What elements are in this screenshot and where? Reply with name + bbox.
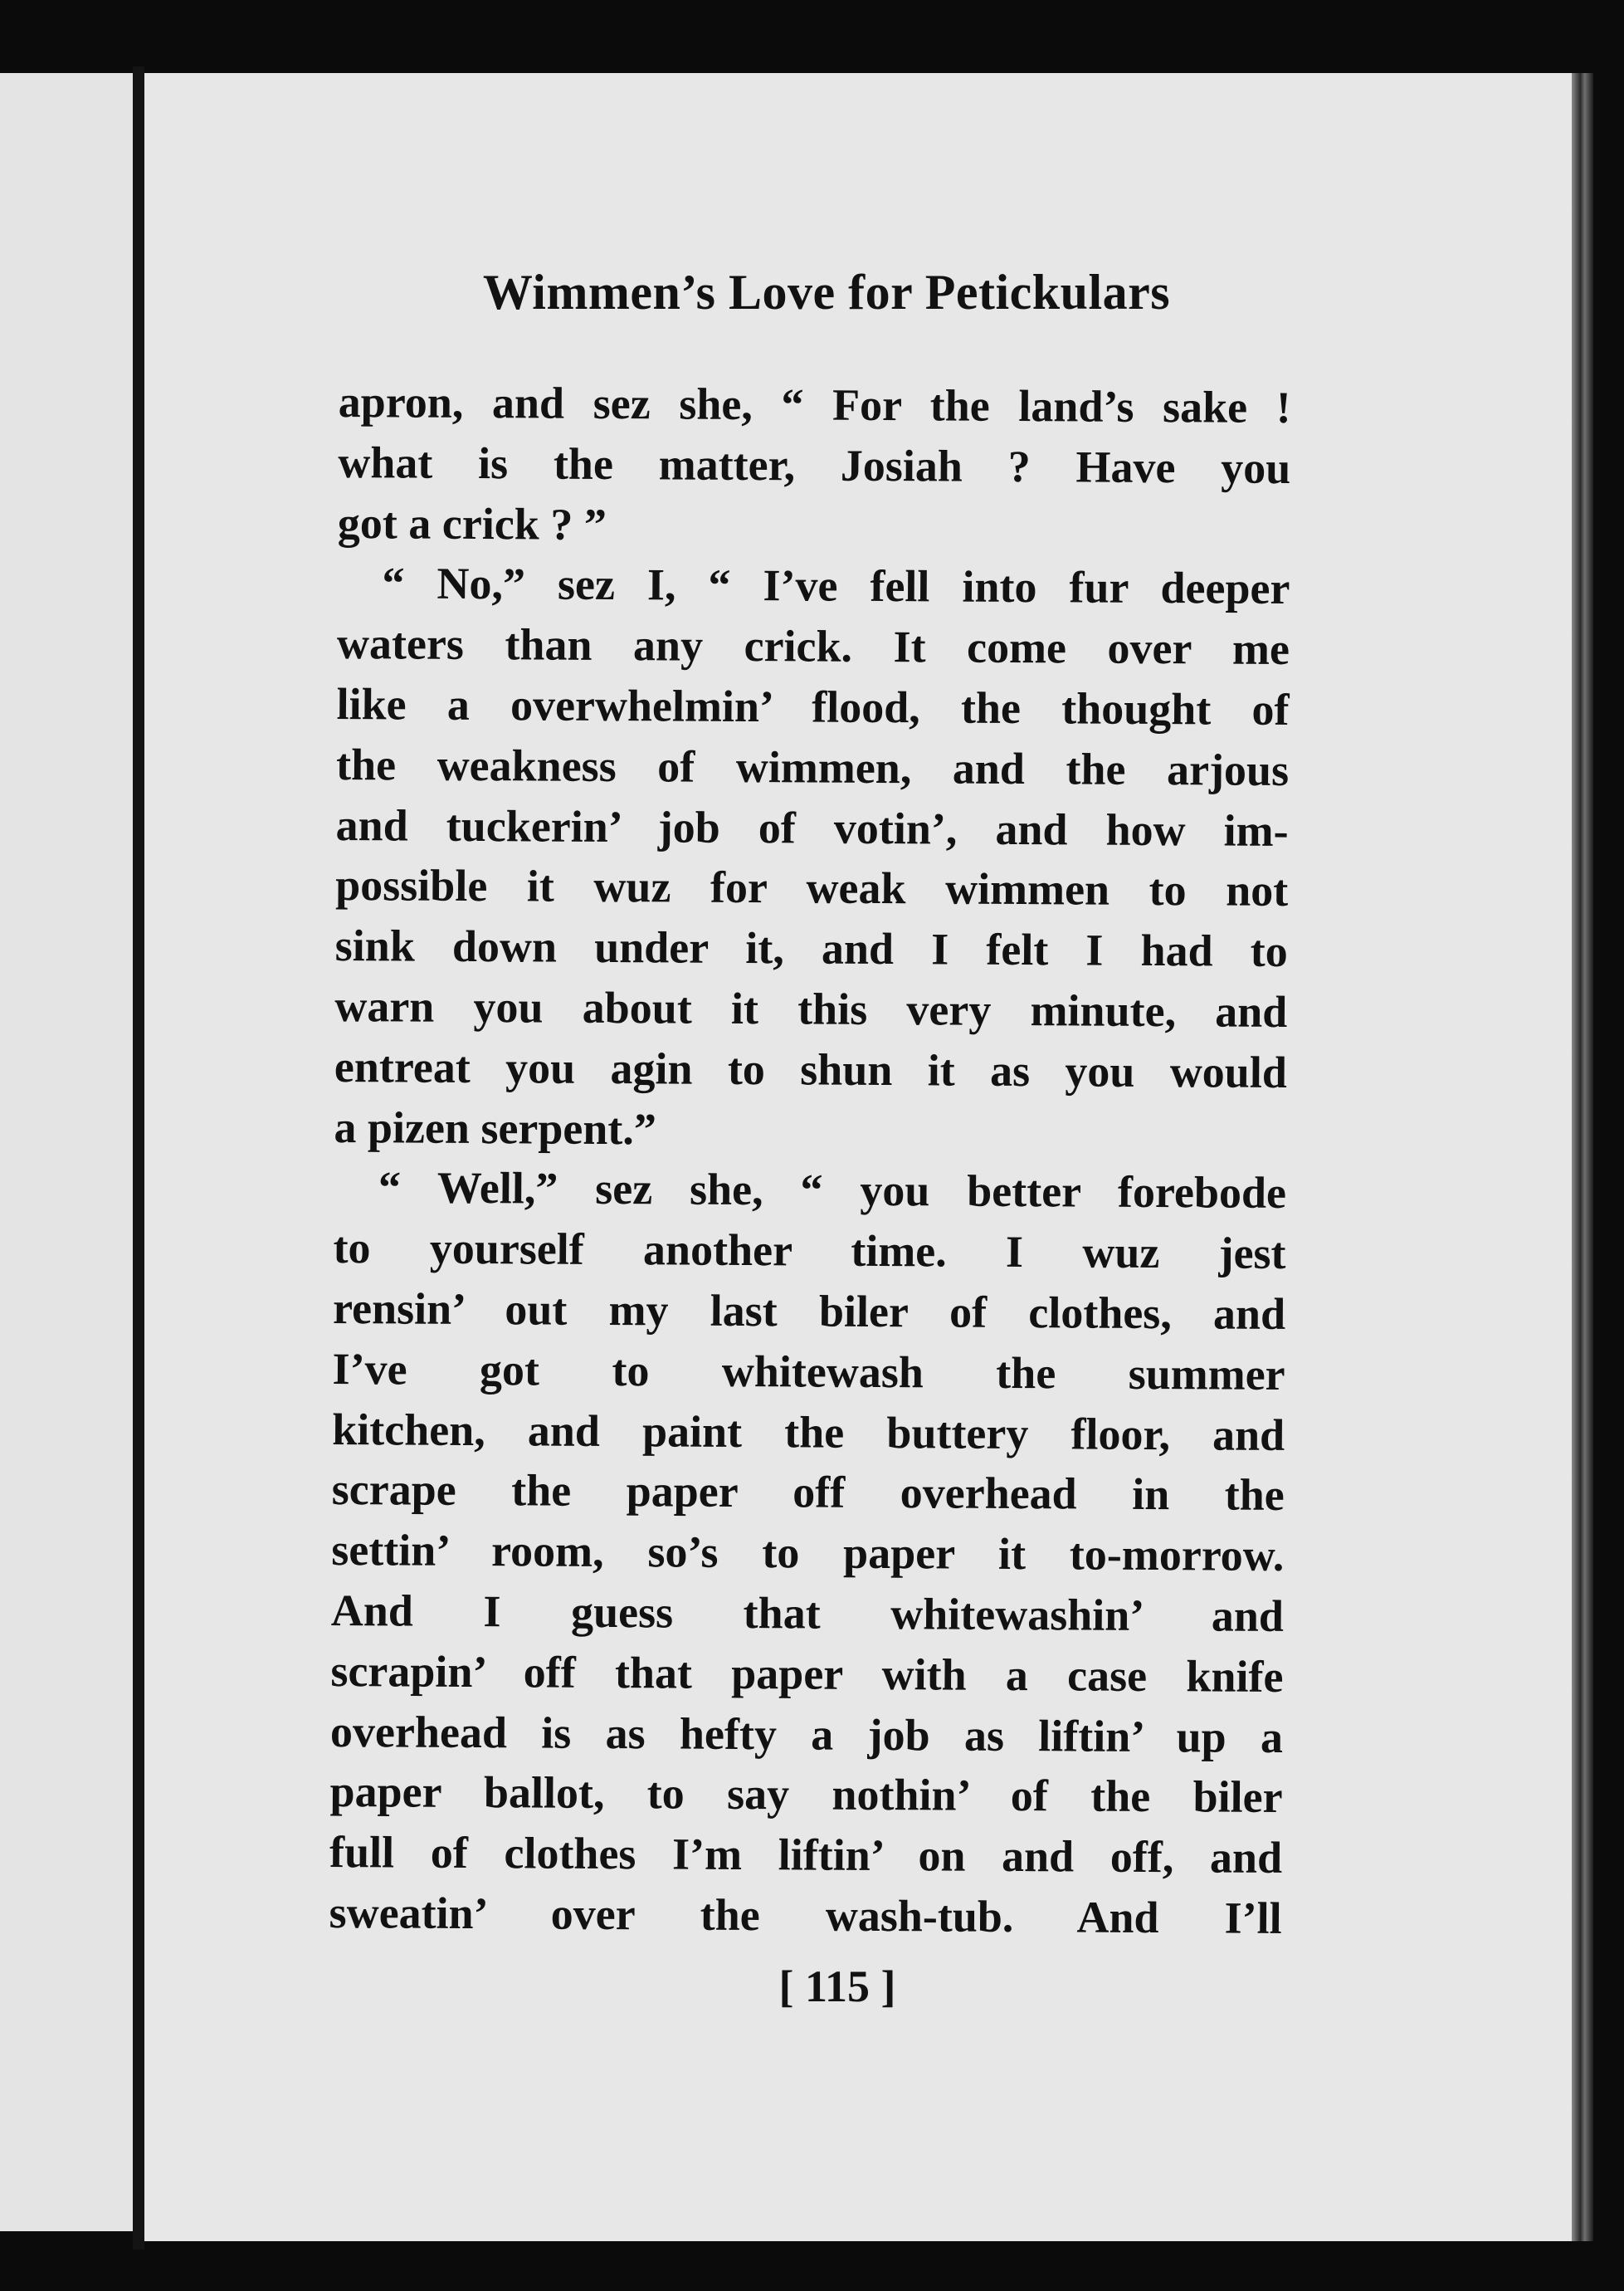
text-line: overhead is as hefty a job as liftin’ up a xyxy=(329,1706,1284,1762)
text-line: apron, and sez she, “ For the land’s sake ! xyxy=(338,376,1291,433)
text-line: like a overwhelmin’ flood, the thought of xyxy=(336,678,1290,735)
text-line: “ No,” sez I, “ I’ve fell into fur deeper xyxy=(382,558,1290,614)
text-line: rensin’ out my last biler of clothes, and xyxy=(332,1282,1286,1339)
text-line: scrapin’ off that paper with a case knife xyxy=(330,1645,1284,1702)
book-gutter xyxy=(133,66,144,2249)
text-line: a pizen serpent.” xyxy=(334,1102,657,1154)
text-line: sink down under it, and I felt I had to xyxy=(334,921,1288,977)
text-line: got a crick ? ” xyxy=(337,497,607,550)
text-line: And I guess that whitewashin’ and xyxy=(330,1585,1285,1641)
text-line: “ Well,” sez she, “ you better forebode xyxy=(378,1162,1287,1219)
facing-page-edge xyxy=(0,73,134,2231)
text-line: waters than any crick. It come over me xyxy=(336,618,1290,675)
body-text xyxy=(329,372,1291,1949)
text-line: warn you about it this very minute, and xyxy=(334,980,1288,1037)
text-line: possible it wuz for weak wimmen to not xyxy=(335,860,1289,916)
text-line: sweatin’ over the wash-tub. And I’ll xyxy=(329,1887,1282,1943)
text-line: I’ve got to whitewash the summer xyxy=(332,1343,1285,1400)
text-line: to yourself another time. I wuz jest xyxy=(333,1223,1286,1279)
text-line: what is the matter, Josiah ? Have you xyxy=(338,437,1291,493)
text-line: and tuckerin’ job of votin’, and how im- xyxy=(335,799,1289,856)
page-stack-edge xyxy=(1572,73,1593,2241)
text-line: full of clothes I’m liftin’ on and off, and xyxy=(329,1827,1283,1883)
text-line: paper ballot, to say nothin’ of the biler xyxy=(329,1766,1283,1823)
page-number: [ 115 ] xyxy=(778,1961,896,2011)
text-line: the weakness of wimmen, and the arjous xyxy=(335,739,1290,795)
text-line: scrape the paper off overhead in the xyxy=(331,1464,1285,1521)
text-line: entreat you agin to shun it as you would xyxy=(334,1041,1288,1097)
text-line: settin’ room, so’s to paper it to-morrow. xyxy=(331,1525,1285,1581)
text-line: kitchen, and paint the buttery floor, and xyxy=(332,1404,1285,1460)
running-head: Wimmen’s Love for Petickulars xyxy=(482,265,1171,320)
scan-background xyxy=(1593,66,1624,2291)
